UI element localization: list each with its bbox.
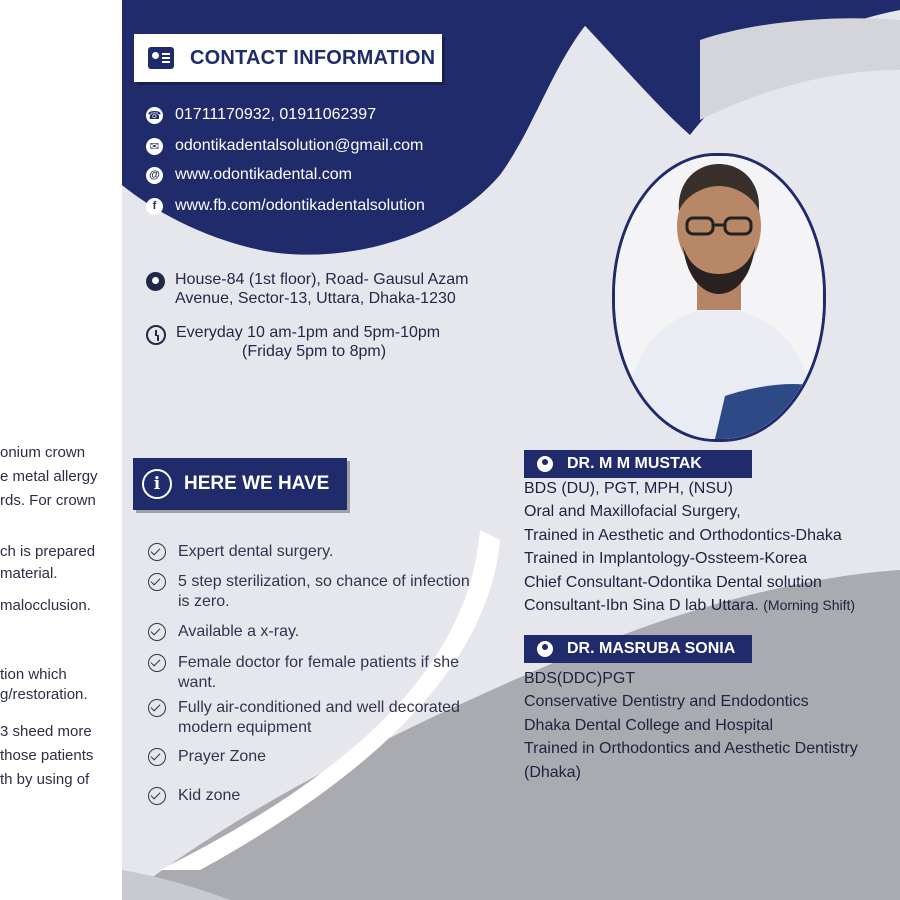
feature-text: Fully air-conditioned and well decorated: [178, 699, 460, 716]
left-line-7: tion which: [0, 666, 67, 683]
web-text[interactable]: www.odontikadental.com: [175, 166, 352, 183]
contact-facebook[interactable]: [146, 197, 425, 215]
doctor-1-line-5: Chief Consultant-Odontika Dental solution: [524, 574, 822, 591]
feature-text: Expert dental surgery.: [178, 543, 334, 560]
feature-item: [148, 542, 508, 562]
feature-text: 5 step sterilization, so chance of infection: [178, 573, 470, 590]
feature-text-2: want.: [178, 674, 217, 691]
doctor-1-line-3: Trained in Aesthetic and Orthodontics-Dhaka: [524, 527, 842, 544]
left-line-2: e metal allergy: [0, 468, 98, 485]
address-line-2: Avenue, Sector-13, Uttara, Dhaka-1230: [175, 290, 456, 307]
feature-text-2: is zero.: [178, 593, 230, 610]
left-line-9: 3 sheed more: [0, 723, 92, 740]
doctor-2-name-tag: [524, 635, 752, 663]
contact-heading: [134, 34, 442, 82]
phone-icon: ☎: [146, 107, 163, 124]
feature-item: [148, 572, 508, 612]
address: [146, 270, 468, 308]
feature-text: Available a x-ray.: [178, 623, 300, 640]
feature-item: [148, 698, 508, 738]
features-heading: [133, 458, 347, 510]
left-line-5: material.: [0, 565, 58, 582]
feature-item: [148, 653, 508, 693]
facebook-text[interactable]: www.fb.com/odontikadentalsolution: [175, 197, 425, 214]
doctor-2-line-1: BDS(DDC)PGT: [524, 670, 636, 687]
doctor-2-line-3: Dhaka Dental College and Hospital: [524, 717, 774, 734]
doctor-portrait-illustration: [615, 156, 823, 439]
left-line-3: rds. For crown: [0, 492, 96, 509]
contact-web[interactable]: [146, 166, 352, 184]
left-column: [0, 0, 122, 900]
hours-line-2: (Friday 5pm to 8pm): [242, 343, 387, 360]
check-circle-icon: [148, 573, 166, 591]
check-circle-icon: [148, 623, 166, 641]
email-icon: ✉: [146, 138, 163, 155]
left-line-6: malocclusion.: [0, 597, 91, 614]
web-icon: @: [146, 167, 163, 184]
address-line-1: House-84 (1st floor), Road- Gausul Azam: [175, 271, 469, 288]
doctor-1-line-6-text: Consultant-Ibn Sina D lab Uttara.: [524, 597, 759, 614]
check-circle-icon: [148, 748, 166, 766]
features-title: HERE WE HAVE: [184, 473, 330, 494]
check-circle-icon: [148, 699, 166, 717]
doctor-2-line-2: Conservative Dentistry and Endodontics: [524, 693, 809, 710]
feature-text: Kid zone: [178, 787, 241, 804]
contact-title: CONTACT INFORMATION: [190, 46, 436, 69]
check-circle-icon: [148, 654, 166, 672]
doctor-1-line-6: [524, 597, 855, 615]
person-icon: [537, 641, 553, 657]
feature-text: Prayer Zone: [178, 748, 267, 765]
left-line-4: ch is prepared: [0, 543, 96, 560]
doctor-photo: [612, 153, 826, 442]
doctor-1-line-4: Trained in Implantology-Ossteem-Korea: [524, 550, 808, 567]
facebook-icon: f: [146, 198, 163, 215]
doctor-1-name: DR. M M MUSTAK: [567, 455, 702, 472]
left-line-8: g/restoration.: [0, 686, 88, 703]
doctor-2-line-5: (Dhaka): [524, 764, 581, 781]
feature-text: Female doctor for female patients if she: [178, 654, 460, 671]
email-text[interactable]: odontikadentalsolution@gmail.com: [175, 137, 424, 154]
check-circle-icon: [148, 787, 166, 805]
clock-icon: [146, 325, 166, 345]
contact-card-icon: [148, 47, 174, 69]
hours: [146, 323, 440, 361]
contact-email[interactable]: [146, 137, 423, 155]
feature-item: [148, 747, 508, 767]
check-circle-icon: [148, 543, 166, 561]
feature-text-2: modern equipment: [178, 719, 312, 736]
location-pin-icon: [146, 272, 165, 291]
doctor-1-name-tag: [524, 450, 752, 478]
feature-item: [148, 622, 508, 642]
left-line-10: those patients: [0, 747, 94, 764]
left-line-1: onium crown: [0, 444, 86, 461]
person-icon: [537, 456, 553, 472]
feature-item: [148, 786, 508, 806]
contact-phone: [146, 106, 376, 124]
doctor-2-line-4: Trained in Orthodontics and Aesthetic Dentistry: [524, 740, 858, 757]
doctor-1-shift-note: (Morning Shift): [763, 597, 856, 613]
left-line-11: th by using of: [0, 771, 90, 788]
info-icon: i: [142, 469, 172, 499]
hours-line-1: Everyday 10 am-1pm and 5pm-10pm: [176, 324, 441, 341]
doctor-2-name: DR. MASRUBA SONIA: [567, 640, 736, 657]
phone-text: 01711170932, 01911062397: [175, 106, 377, 123]
doctor-1-line-2: Oral and Maxillofacial Surgery,: [524, 503, 741, 520]
doctor-1-line-1: BDS (DU), PGT, MPH, (NSU): [524, 480, 733, 497]
